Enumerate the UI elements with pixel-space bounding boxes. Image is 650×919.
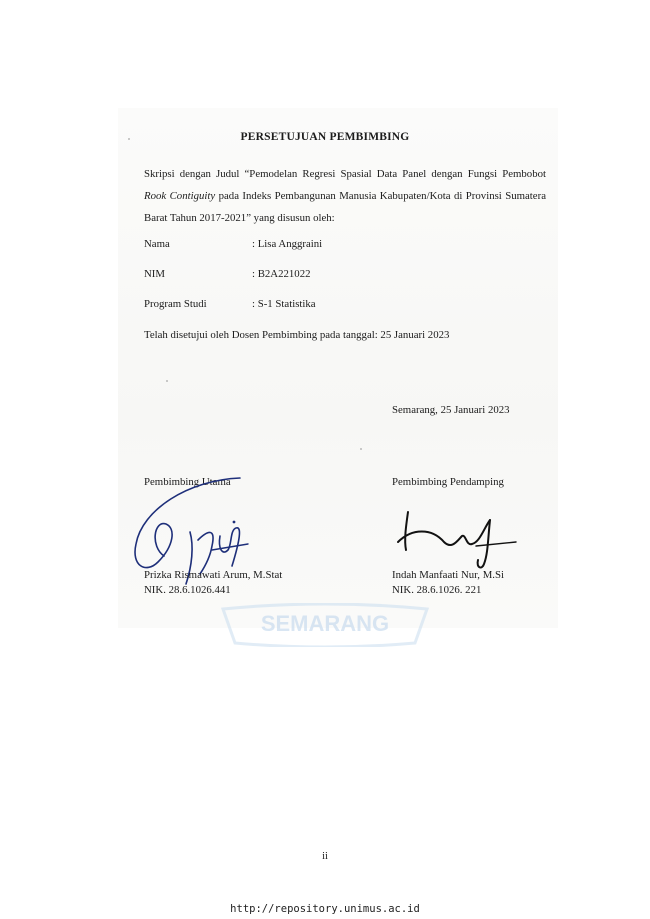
advisor-name-main: Prizka Rismawati Arum, M.Stat <box>144 569 283 581</box>
field-value-nama: : Lisa Anggraini <box>252 238 323 250</box>
field-value-nim: : B2A221022 <box>252 268 311 280</box>
field-label-program-studi: Program Studi <box>144 298 207 310</box>
scan-speck <box>166 380 168 382</box>
companion-advisor-signature <box>392 498 522 578</box>
university-watermark <box>215 603 435 647</box>
page-title: PERSETUJUAN PEMBIMBING <box>240 131 410 143</box>
intro-italic-term: Rook Contiguity <box>144 190 216 202</box>
page-number: ii <box>322 851 328 862</box>
intro-text-end: pada Indeks Pembangunan Manusia Kabupaten/Kota di Provinsi Sumatera Barat Tahun 2017-2021” yang disusun oleh: <box>144 190 546 224</box>
field-label-nama: Nama <box>144 238 170 250</box>
watermark-text: SEMARANG <box>260 611 390 636</box>
intro-text-start: Skripsi dengan Judul “Pemodelan Regresi Spasial Data Panel dengan Fungsi Pembobot <box>144 168 546 180</box>
advisor-role-main: Pembimbing Utama <box>144 476 231 488</box>
advisor-nik-companion: NIK. 28.6.1026. 221 <box>392 584 482 596</box>
advisor-name-companion: Indah Manfaati Nur, M.Si <box>392 569 505 581</box>
approval-statement: Telah disetujui oleh Dosen Pembimbing pada tanggal: 25 Januari 2023 <box>144 329 450 341</box>
advisor-nik-main: NIK. 28.6.1026.441 <box>144 584 231 596</box>
field-value-program-studi: : S-1 Statistika <box>252 298 316 310</box>
place-and-date: Semarang, 25 Januari 2023 <box>392 404 510 416</box>
thesis-intro-paragraph <box>144 163 546 229</box>
scan-speck <box>360 448 362 450</box>
repository-url[interactable]: http://repository.unimus.ac.id <box>230 903 420 915</box>
field-label-nim: NIM <box>144 268 165 280</box>
advisor-role-companion: Pembimbing Pendamping <box>392 476 504 488</box>
